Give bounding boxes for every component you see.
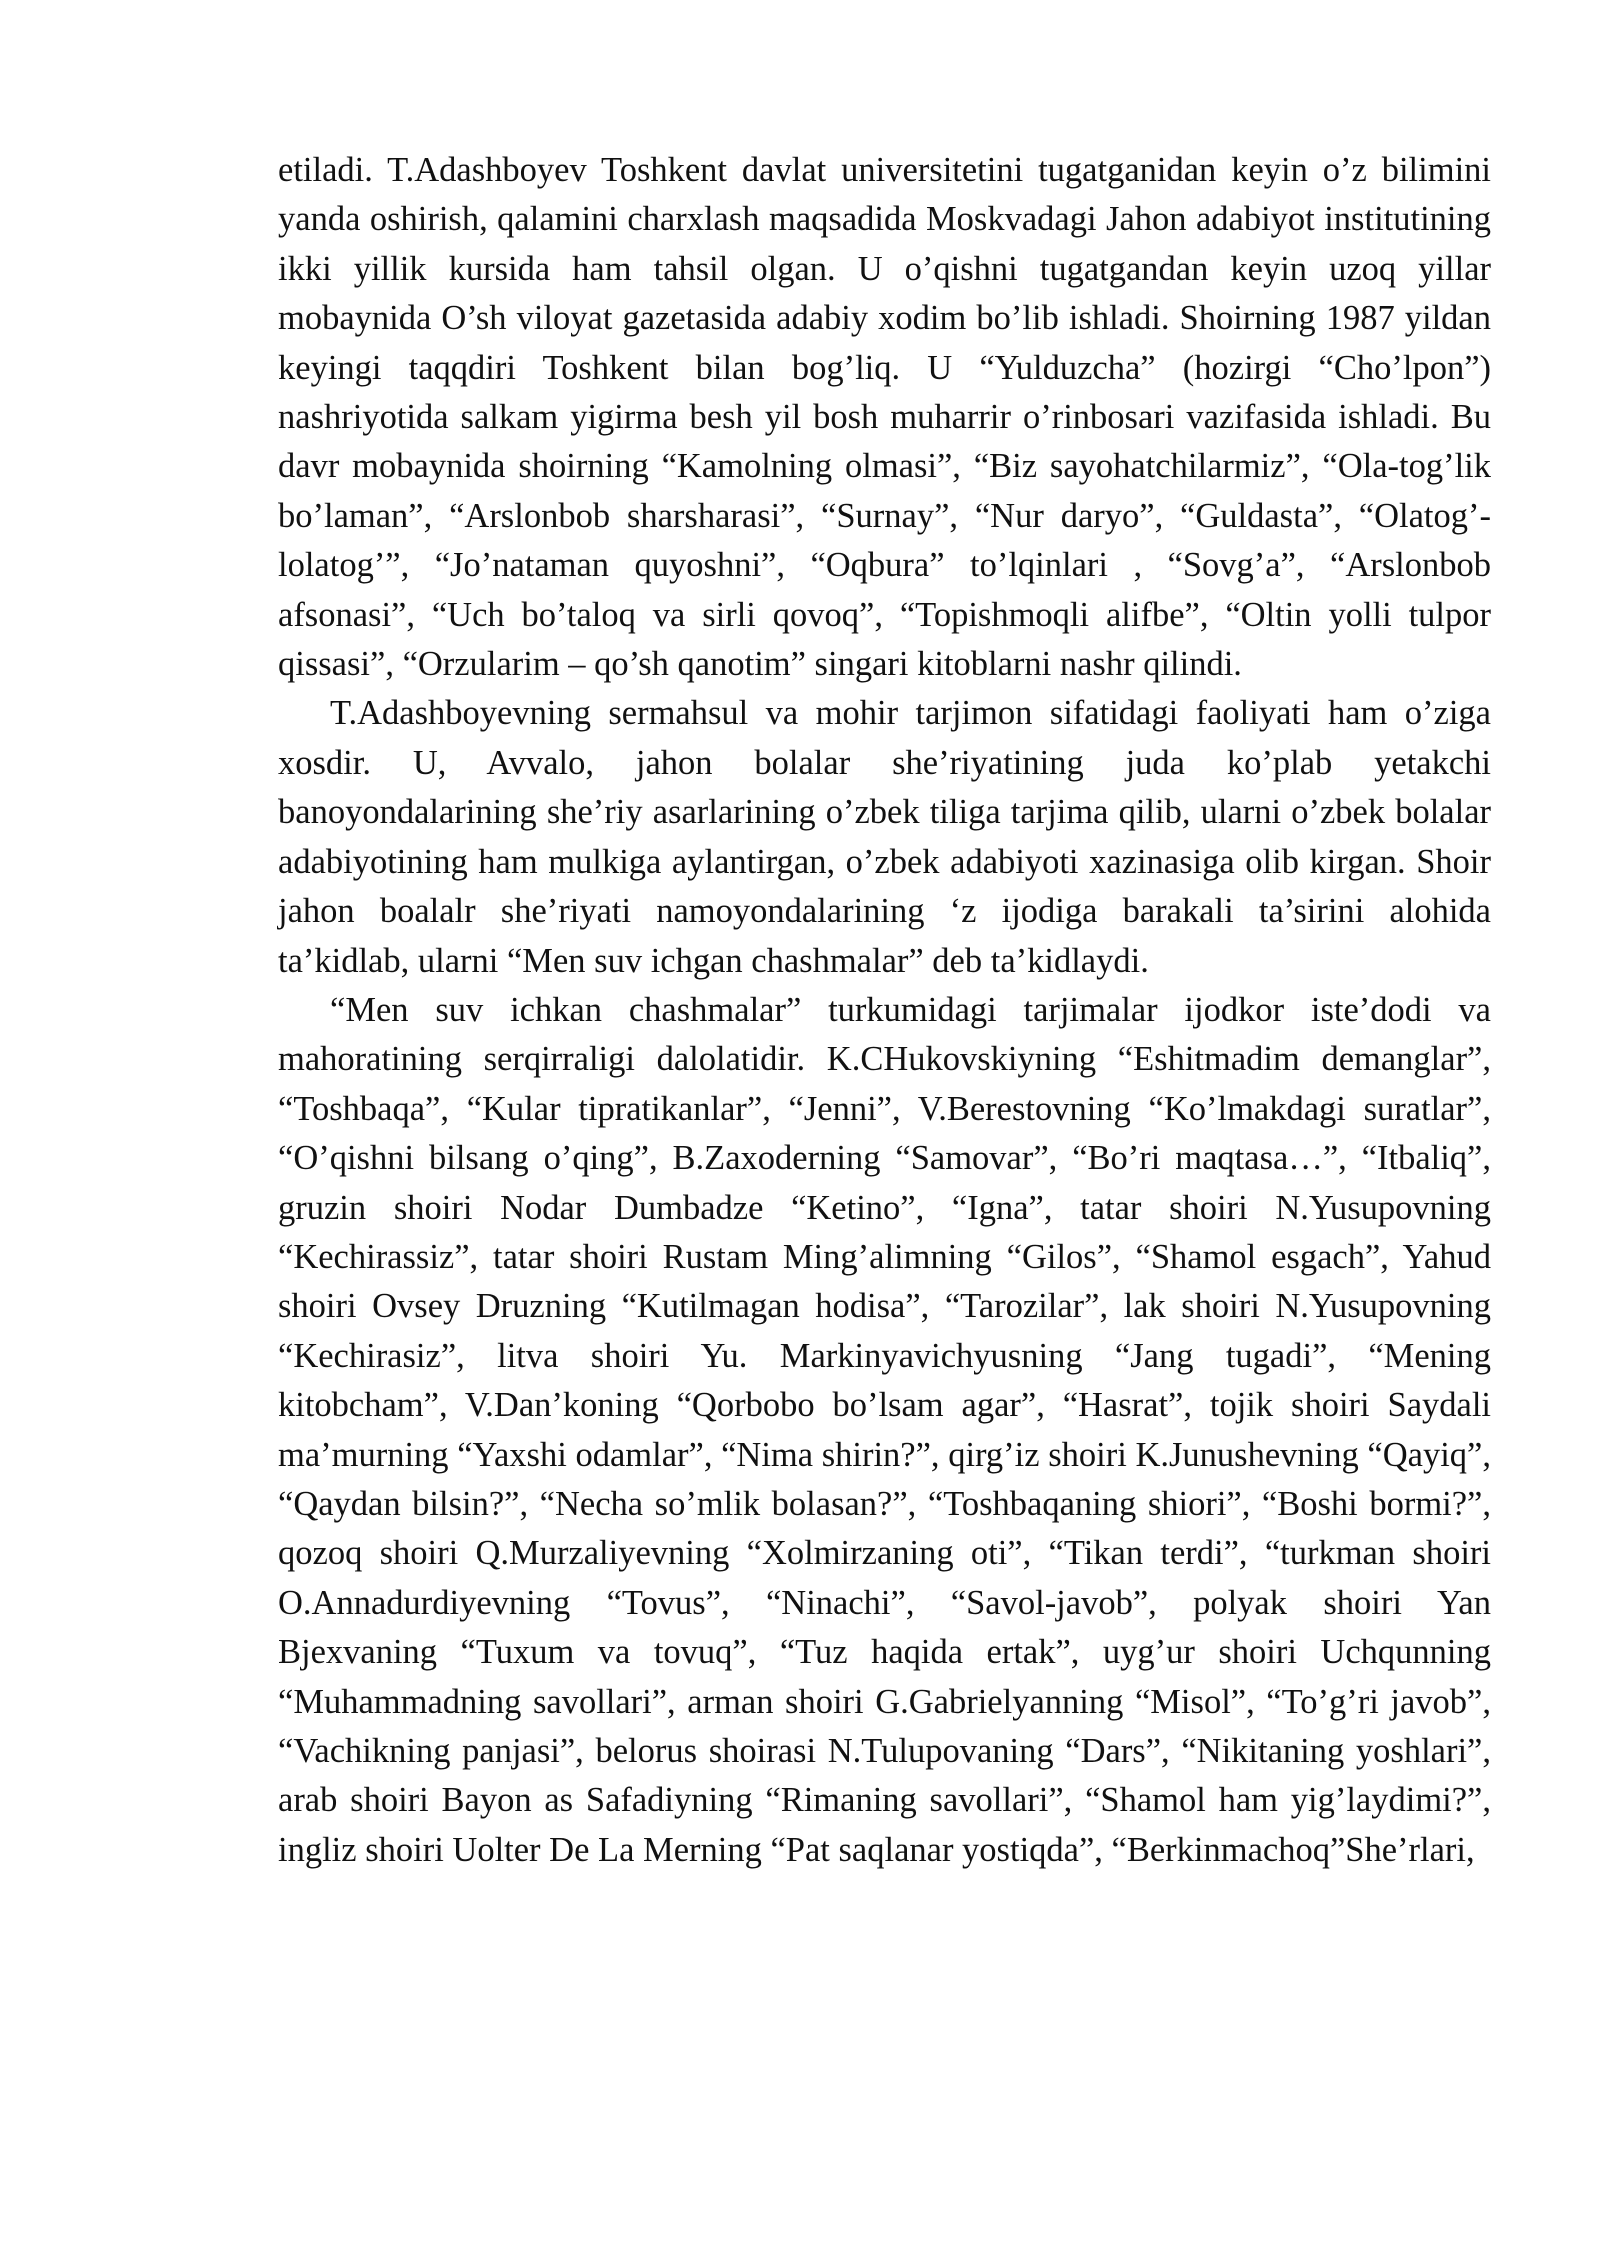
body-text (278, 146, 1491, 1875)
paragraph-continued: etiladi. T.Adashboyev Toshkent davlat universitetini tugatganidan keyin o’z bilimini yanda oshirish, qalamini charxlash maqsadida Moskvadagi Jahon adabiyot institutining ikki yillik kursida ham tahsil olgan. U o’qishni tugatgandan keyin uzoq yillar mobaynida O’sh viloyat gazetasida adabiy xodim bo’lib ishladi. Shoirning 1987 yildan keyingi taqqdiri Toshkent bilan bog’liq. U “Yulduzcha” (hozirgi “Cho’lpon”) nashriyotida salkam yigirma besh yil bosh muharrir o’rinbosari vazifasida ishladi. Bu davr mobaynida shoirning “Kamolning olmasi”, “Biz sayohatchilarmiz”, “Ola-tog’lik bo’laman”, “Arslonbob sharsharasi”, “Surnay”, “Nur daryo”, “Guldasta”, “Olatog’-lolatog’”, “Jo’nataman quyoshni”, “Oqbura” to’lqinlari , “Sovg’a”, “Arslonbob afsonasi”, “Uch bo’taloq va sirli qovoq”, “Topishmoqli alifbe”, “Oltin yolli tulpor qissasi”, “Orzularim – qo’sh qanotim” singari kitoblarni nashr qilindi. (278, 151, 1491, 684)
paragraph-translator: T.Adashboyevning sermahsul va mohir tarjimon sifatidagi faoliyati ham o’ziga xosdir. U, Avvalo, jahon bolalar she’riyatining juda ko’plab yetakchi banoyondalarining she’riy asarlarining o’zbek tiliga tarjima qilib, ularni o’zbek bolalar adabiyotining ham mulkiga aylantirgan, o’zbek adabiyoti xazinasiga olib kirgan. Shoir jahon boalalr she’riyati namoyondalarining ‘z ijodiga barakali ta’sirini alohida ta’kidlab, ularni “Men suv ichgan chashmalar” deb ta’kidlaydi. (278, 694, 1491, 980)
paragraph-translations-list: “Men suv ichkan chashmalar” turkumidagi tarjimalar ijodkor iste’dodi va mahoratining serqirraligi dalolatidir. K.CHukovskiyning “Eshitmadim demanglar”, “Toshbaqa”, “Kular tipratikanlar”, “Jenni”, V.Berestovning “Ko’lmakdagi suratlar”, “O’qishni bilsang o’qing”, B.Zaxoderning “Samovar”, “Bo’ri maqtasa…”, “Itbaliq”, gruzin shoiri Nodar Dumbadze “Ketino”, “Igna”, tatar shoiri N.Yusupovning “Kechirassiz”, tatar shoiri Rustam Ming’alimning “Gilos”, “Shamol esgach”, Yahud shoiri Ovsey Druzning “Kutilmagan hodisa”, “Tarozilar”, lak shoiri N.Yusupovning “Kechirasiz”, litva shoiri Yu. Markinyavichyusning “Jang tugadi”, “Mening kitobcham”, V.Dan’koning “Qorbobo bo’lsam agar”, “Hasrat”, tojik shoiri Saydali ma’murning “Yaxshi odamlar”, “Nima shirin?”, qirg’iz shoiri K.Junushevning “Qayiq”, “Qaydan bilsin?”, “Necha so’mlik bolasan?”, “Toshbaqaning shiori”, “Boshi bormi?”, qozoq shoiri Q.Murzaliyevning “Xolmirzaning oti”, “Tikan terdi”, “turkman shoiri O.Annadurdiyevning “Tovus”, “Ninachi”, “Savol-javob”, polyak shoiri Yan Bjexvaning “Tuxum va tovuq”, “Tuz haqida ertak”, uyg’ur shoiri Uchqunning “Muhammadning savollari”, arman shoiri G.Gabrielyanning “Misol”, “To’g’ri javob”, “Vachikning panjasi”, belorus shoirasi N.Tulupovaning “Dars”, “Nikitaning yoshlari”, arab shoiri Bayon as Safadiyning “Rimaning savollari”, “Shamol ham yig’laydimi?”, ingliz shoiri Uolter De La Merning “Pat saqlanar yostiqda”, “Berkinmachoq”She’rlari, (278, 990, 1491, 1869)
